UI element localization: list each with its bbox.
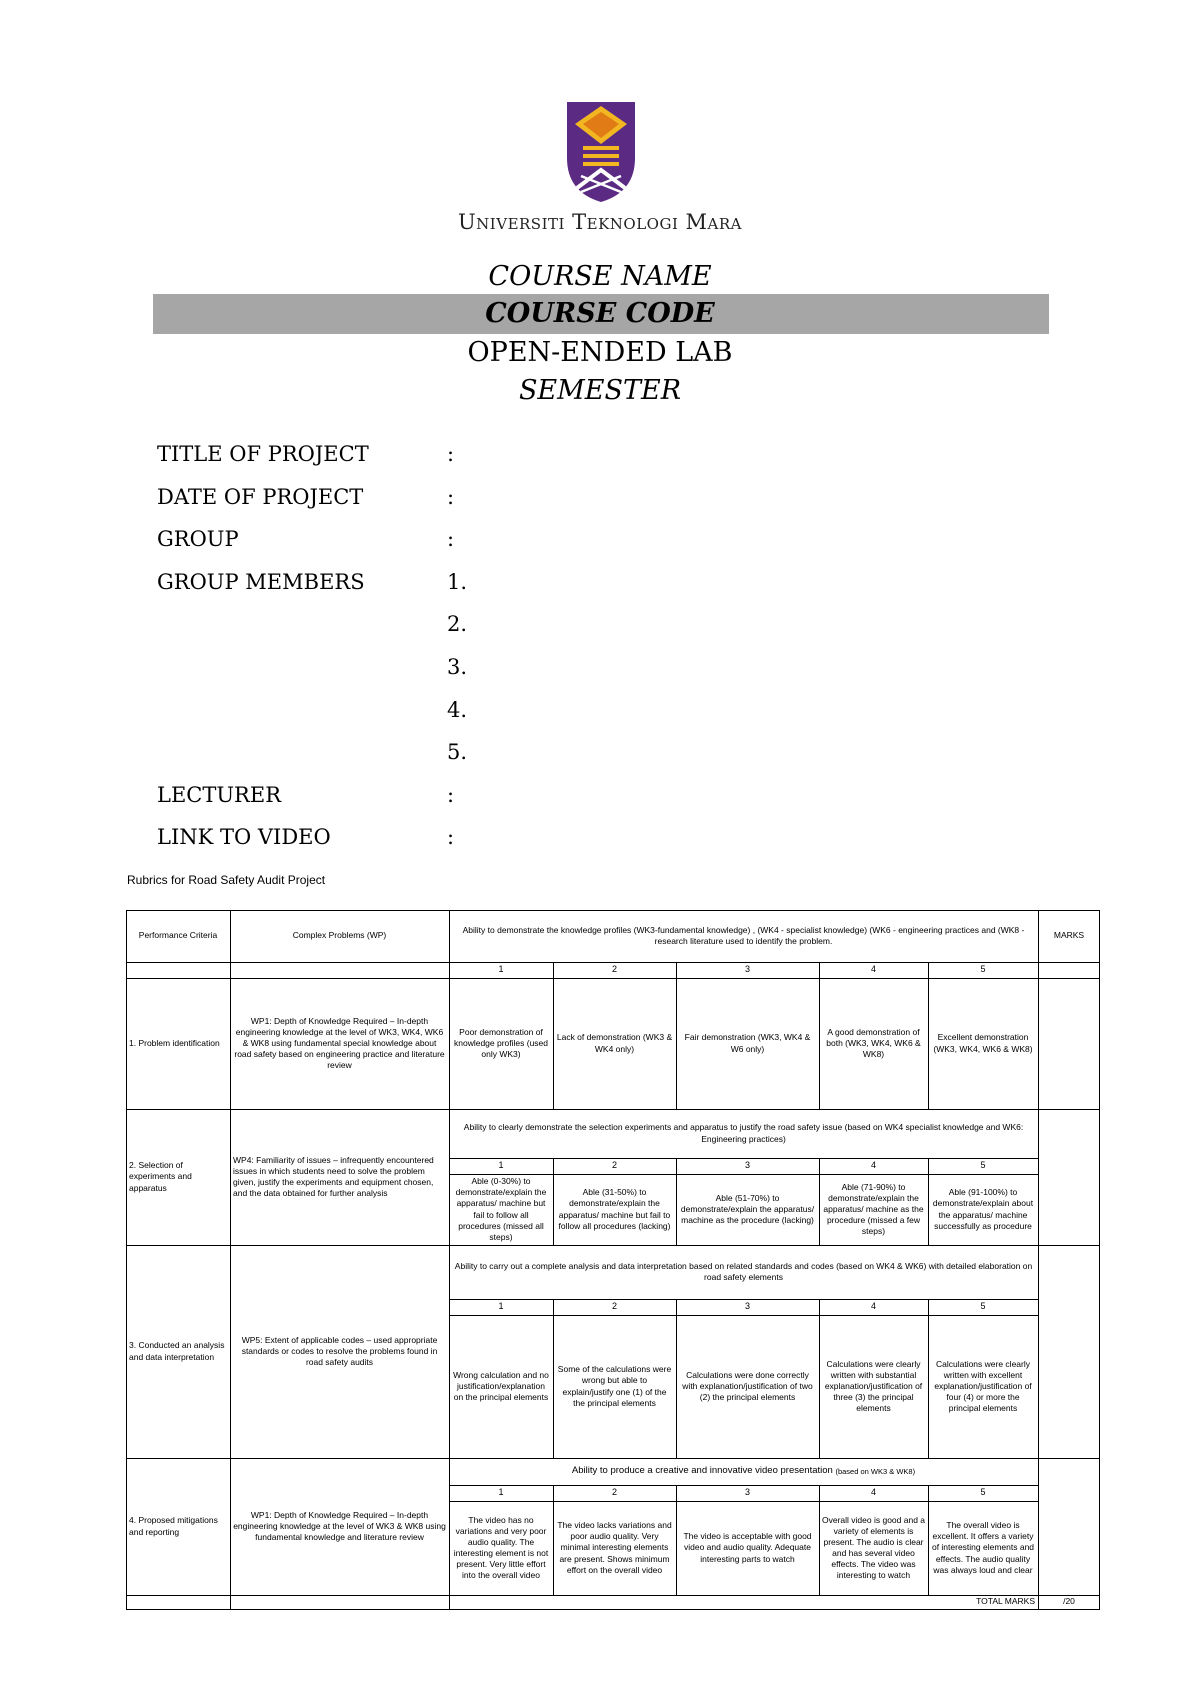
grid-line <box>126 910 127 1609</box>
info-sep-date: : <box>447 485 455 509</box>
level-cell: Poor demonstration of knowledge profiles (used only WK3) <box>453 1026 549 1060</box>
grid-line <box>126 1245 1100 1246</box>
criteria-cell: 2. Selection of experiments and apparatus <box>129 1160 192 1193</box>
semester: SEMESTER <box>518 375 682 406</box>
score-header: 3 <box>744 1301 750 1312</box>
ability-note: (based on WK3 & WK8) <box>835 1466 916 1476</box>
level-cell: Some of the calculations were wrong but able to explain/justify one (1) of the the principal elements <box>557 1364 672 1408</box>
level-cell: A good demonstration of both (WK3, WK4, WK6 & WK8) <box>826 1026 921 1060</box>
level-cell: The video has no variations and very poor audio quality. The interesting element is not present. Very little effort into the overall video <box>453 1514 549 1581</box>
grid-line <box>676 1158 677 1245</box>
level-cell: The overall video is excellent. It offers a variety of interesting elements and effects. The audio quality was always loud and clear <box>931 1520 1035 1575</box>
grid-line <box>449 1158 1038 1159</box>
grid-line <box>449 1299 1038 1300</box>
rubric-table <box>126 910 1100 1609</box>
score-header: 3 <box>744 1487 750 1498</box>
member-number: 3. <box>447 655 468 679</box>
score-header: 3 <box>744 1160 750 1171</box>
info-label-members: GROUP MEMBERS <box>157 570 365 594</box>
score-header: 5 <box>980 1487 986 1498</box>
level-cell: Fair demonstration (WK3, WK4 & W6 only) <box>684 1032 811 1054</box>
level-cell: Calculations were clearly written with excellent explanation/justification of four (4) or more the principal elements <box>934 1358 1032 1414</box>
level-cell: Wrong calculation and no justification/explanation on the principal elements <box>453 1369 549 1403</box>
level-cell: The video lacks variations and poor audio quality. Very minimal interesting elements are present. Shows minimum effort on the overall video <box>557 1520 672 1575</box>
grid-line <box>1038 910 1039 1609</box>
header-marks: MARKS <box>1053 930 1085 941</box>
score-header: 5 <box>980 1160 986 1171</box>
grid-line <box>449 910 450 1609</box>
grid-line <box>126 962 1100 963</box>
grid-line <box>126 910 1100 911</box>
grid-line <box>819 1158 820 1245</box>
info-sep-video: : <box>447 825 455 849</box>
grid-line <box>819 962 820 1109</box>
level-cell: Calculations were clearly written with substantial explanation/justification of three (3) the principal elements <box>824 1358 923 1414</box>
ability-cell: Ability to carry out a complete analysis and data interpretation based on related standards and codes (based on WK4 & WK6) with detailed elaboration on road safety elements <box>454 1260 1033 1282</box>
member-number: 1. <box>447 570 468 594</box>
score-header: 4 <box>870 964 876 975</box>
level-cell: Able (51-70%) to demonstrate/explain the apparatus/ machine as the procedure (lacking) <box>680 1192 815 1226</box>
header-ability: Ability to demonstrate the knowledge profiles (WK3-fundamental knowledge) , (WK4 - specialist knowledge) (WK6 - engineering practices and (WK8 - research literature used to identify the problem. <box>462 924 1025 946</box>
member-number: 2. <box>447 612 468 636</box>
info-label-video: LINK TO VIDEO <box>157 825 331 849</box>
score-header: 5 <box>980 1301 986 1312</box>
score-header: 4 <box>870 1160 876 1171</box>
grid-line <box>928 1158 929 1245</box>
ability-text: Ability to produce a creative and innovative video presentation <box>571 1465 833 1477</box>
grid-line <box>126 1109 1100 1110</box>
level-cell: Able (91-100%) to demonstrate/explain about the apparatus/ machine successfully as procedure <box>932 1187 1034 1231</box>
university-name: Universiti Teknologi Mara <box>457 210 743 234</box>
wp-cell: WP1: Depth of Knowledge Required – In-depth engineering knowledge at the level of WK3, WK4, WK6 & WK8 using fundamental special knowledge about road safety based on engineering practice and literature review <box>234 1015 445 1071</box>
rubric-title: Rubrics for Road Safety Audit Project <box>127 873 326 887</box>
criteria-cell: 4. Proposed mitigations and reporting <box>129 1515 218 1537</box>
score-header: 1 <box>498 1160 504 1171</box>
info-label-group: GROUP <box>157 527 239 551</box>
info-label-lecturer: LECTURER <box>157 783 282 807</box>
grid-line <box>553 1299 554 1458</box>
info-sep-title: : <box>447 442 455 466</box>
grid-line <box>449 1174 1038 1175</box>
info-sep-lecturer: : <box>447 783 455 807</box>
grid-line <box>230 910 231 1609</box>
grid-line <box>126 1609 1100 1610</box>
info-label-title: TITLE OF PROJECT <box>157 442 369 466</box>
course-name: COURSE NAME <box>488 261 712 292</box>
ability-cell: Ability to clearly demonstrate the selection experiments and apparatus to justify the road safety issue (based on WK4 specialist knowledge and WK6: Engineering practices) <box>463 1122 1024 1144</box>
header-criteria: Performance Criteria <box>138 930 218 941</box>
member-number: 5. <box>447 740 468 764</box>
level-cell: Able (31-50%) to demonstrate/explain the apparatus/ machine but fail to follow all procedures (lacking) <box>558 1187 671 1231</box>
score-header: 1 <box>498 1487 504 1498</box>
grid-line <box>449 1315 1038 1316</box>
level-cell: Overall video is good and a variety of elements is present. The audio is clear and has several video effects. The video was interesting to watch <box>822 1514 926 1581</box>
member-number: 4. <box>447 698 468 722</box>
wp-cell: WP4: Familiarity of issues – infrequently encountered issues in which students need to solve the problem given, justify the experiments and equipment chosen, and the data obtained for further analysis <box>233 1154 434 1199</box>
grid-line <box>928 1299 929 1458</box>
score-header: 1 <box>498 1301 504 1312</box>
level-cell: Able (0-30%) to demonstrate/explain the apparatus/ machine but fail to follow all procedures (missed all steps) <box>455 1176 547 1242</box>
total-value: /20 <box>1063 1596 1075 1607</box>
header-wp: Complex Problems (WP) <box>292 930 387 941</box>
lab-type: OPEN-ENDED LAB <box>467 337 733 368</box>
grid-line <box>449 1501 1038 1502</box>
level-cell: Excellent demonstration (WK3, WK4, WK6 & WK8) <box>933 1032 1033 1054</box>
grid-line <box>553 962 554 1109</box>
level-cell: Calculations were done correctly with explanation/justification of two (2) the principal elements <box>682 1369 813 1403</box>
grid-line <box>553 1485 554 1595</box>
grid-line <box>676 1485 677 1595</box>
info-sep-group: : <box>447 527 455 551</box>
grid-line <box>1099 910 1100 1609</box>
score-header: 2 <box>611 964 617 975</box>
criteria-cell: 1. Problem identification <box>129 1037 220 1048</box>
grid-line <box>126 978 1100 979</box>
grid-line <box>449 1485 1038 1486</box>
uitm-crest-logo <box>563 100 639 204</box>
grid-line <box>553 1158 554 1245</box>
grid-line <box>676 962 677 1109</box>
grid-line <box>928 1485 929 1595</box>
level-cell: Able (71-90%) to demonstrate/explain the apparatus/ machine as the procedure (missed a few steps) <box>823 1181 924 1237</box>
level-cell: Lack of demonstration (WK3 & WK4 only) <box>556 1032 673 1054</box>
total-label: TOTAL MARKS <box>976 1596 1035 1607</box>
score-header: 2 <box>611 1487 617 1498</box>
score-header: 4 <box>870 1301 876 1312</box>
score-header: 2 <box>611 1160 617 1171</box>
grid-line <box>928 962 929 1109</box>
course-code: COURSE CODE <box>485 298 715 329</box>
grid-line <box>819 1299 820 1458</box>
level-cell: The video is acceptable with good video and audio quality. Adequate interesting parts to watch <box>683 1531 812 1564</box>
score-header: 4 <box>870 1487 876 1498</box>
grid-line <box>126 1595 1100 1596</box>
info-label-date: DATE OF PROJECT <box>157 485 364 509</box>
grid-line <box>676 1299 677 1458</box>
grid-line <box>126 1458 1100 1459</box>
grid-line <box>819 1485 820 1595</box>
criteria-cell: 3. Conducted an analysis and data interpretation <box>129 1340 225 1362</box>
score-header: 3 <box>744 964 750 975</box>
ability-cell <box>449 1458 1038 1485</box>
score-header: 1 <box>498 964 504 975</box>
wp-cell: WP1: Depth of Knowledge Required – In-depth engineering knowledge at the level of WK3 & WK8 using fundamental knowledge and literature review <box>233 1509 446 1543</box>
wp-cell: WP5: Extent of applicable codes – used appropriate standards or codes to resolve the problems found in road safety audits <box>241 1334 438 1368</box>
score-header: 2 <box>611 1301 617 1312</box>
score-header: 5 <box>980 964 986 975</box>
